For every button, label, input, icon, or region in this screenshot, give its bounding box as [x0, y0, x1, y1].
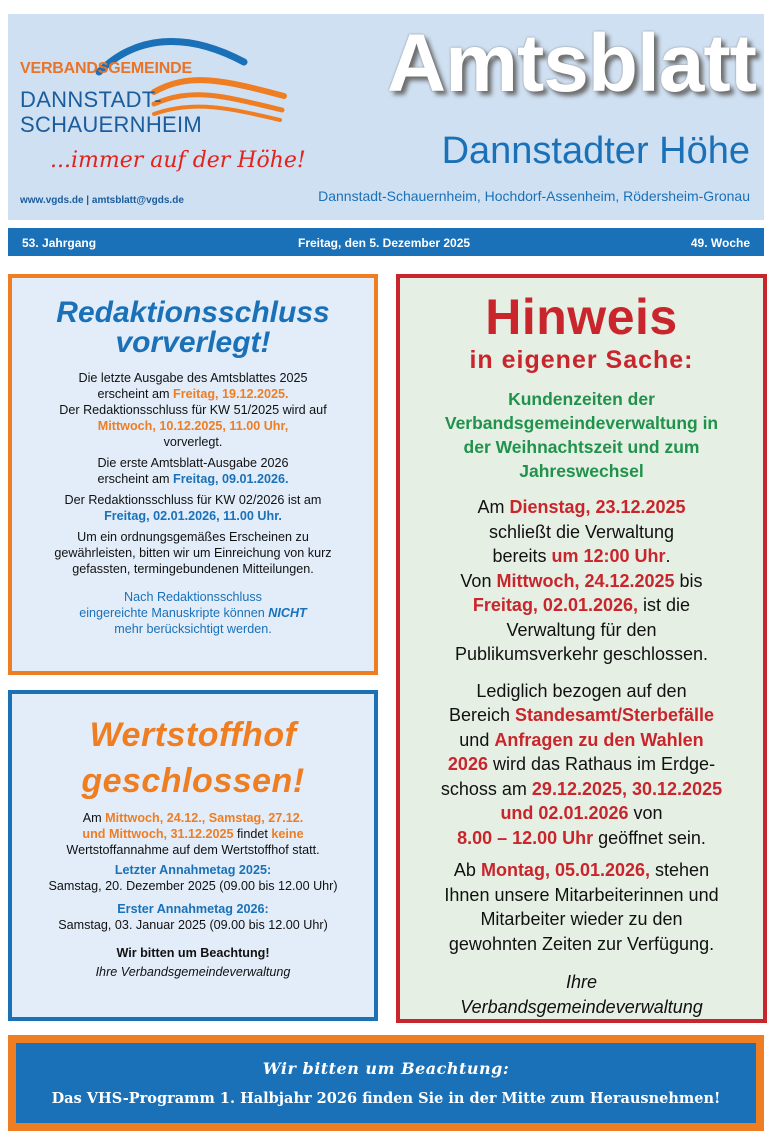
wertstoffhof-title-1: Wertstoffhof — [89, 716, 297, 754]
text-line: findet — [233, 827, 272, 841]
text-line: Publikumsverkehr geschlossen. — [454, 644, 709, 664]
issue-week: 49. Woche — [690, 236, 750, 250]
wertstoffhof-box — [8, 690, 378, 1021]
first-collection-value: Samstag, 03. Januar 2025 (09.00 bis 12.00 Uhr) — [58, 918, 328, 932]
last-collection-day — [12, 862, 374, 894]
text-line: Mitarbeiter wieder zu den — [480, 909, 683, 929]
closure-time: um 12:00 Uhr — [551, 546, 666, 566]
reopening-paragraph — [400, 858, 763, 956]
first-collection-day — [12, 901, 374, 933]
text-line: mehr berücksichtigt werden. — [114, 622, 272, 636]
redaktion-paragraph-4 — [12, 529, 374, 577]
open-dates-1: 29.12.2025, 30.12.2025 — [531, 778, 723, 799]
text-line: erscheint am — [97, 472, 174, 486]
text-line: Verwaltung für den — [506, 619, 657, 640]
emphasis-nicht: NICHT — [268, 606, 307, 620]
text-line: der Weihnachtszeit und zum — [463, 437, 700, 457]
last-collection-label: Letzter Annahmetag 2025: — [114, 863, 272, 877]
closure-date: Dienstag, 23.12.2025 — [509, 497, 686, 517]
office-hours-heading — [400, 387, 763, 483]
text-line: stehen — [650, 860, 710, 880]
closed-dates-1: Mittwoch, 24.12., Samstag, 27.12. — [105, 811, 304, 825]
text-line: Ihre — [565, 972, 598, 992]
hinweis-subtitle: in eigener Sache: — [469, 346, 694, 374]
vhs-banner-heading: Wir bitten um Beachtung: — [262, 1059, 510, 1078]
text-line: gewährleisten, bitten wir um Einreichung von kurz — [54, 546, 332, 560]
logo-slogan: ...immer auf der Höhe! — [50, 148, 306, 173]
election-year: 2026 — [447, 754, 488, 774]
wertstoffhof-closing — [12, 945, 374, 980]
text-line: ist die — [638, 595, 691, 615]
closed-from-date: Mittwoch, 24.12.2025 — [496, 570, 675, 591]
text-line: Ihnen unsere Mitarbeiterinnen und — [444, 884, 719, 905]
contact-links[interactable]: www.vgds.de | amtsblatt@vgds.de — [20, 195, 184, 206]
closed-to-date: Freitag, 02.01.2026, — [472, 595, 639, 615]
text-line: Die letzte Ausgabe des Amtsblattes 2025 — [78, 371, 308, 385]
text-line: gefassten, termingebundenen Mitteilungen. — [72, 562, 314, 576]
open-time: 8.00 – 12.00 Uhr — [457, 827, 594, 848]
text-line: bereits — [492, 546, 552, 566]
text-line: Der Redaktionsschluss für KW 02/2026 ist am — [64, 493, 322, 507]
text-line: Ab — [453, 860, 481, 880]
text-line: Jahreswechsel — [519, 461, 644, 481]
text-line: gewohnten Zeiten zur Verfügung. — [448, 933, 715, 954]
text-line: Wertstoffannahme auf dem Wertstoffhof statt. — [66, 843, 320, 857]
logo-text-dannstadt: DANNSTADT- — [20, 87, 162, 112]
first-collection-label: Erster Annahmetag 2026: — [117, 902, 269, 916]
text-line: schoss am — [440, 778, 532, 799]
exception-paragraph — [400, 679, 763, 851]
text-line: erscheint am — [97, 387, 174, 401]
logo-text-verbandsgemeinde: VERBANDSGEMEINDE — [20, 60, 192, 77]
text-line: eingereichte Manuskripte können — [79, 606, 269, 620]
open-dates-2: und 02.01.2026 — [500, 803, 629, 823]
deadline-kw51: Mittwoch, 10.12.2025, 11.00 Uhr, — [97, 419, 289, 433]
closure-paragraph — [400, 495, 763, 667]
redaktion-title-1: Redaktionsschluss — [56, 296, 330, 329]
text-line: Bereich — [448, 705, 515, 725]
text-line: bis — [674, 570, 703, 591]
text-line: Lediglich bezogen auf den — [476, 680, 687, 701]
first-issue-date: Freitag, 09.01.2026. — [173, 472, 289, 486]
text-line: Kundenzeiten der — [508, 389, 655, 409]
text-line: Verbandsgemeindeverwaltung — [460, 996, 703, 1017]
text-line: Um ein ordnungsgemäßes Erscheinen zu — [77, 530, 309, 544]
election-inquiries: Anfragen zu den Wahlen — [494, 729, 704, 750]
vhs-banner — [8, 1035, 764, 1131]
hinweis-box — [396, 274, 767, 1023]
redaktion-paragraph-3 — [12, 492, 374, 524]
vhs-banner-inner — [16, 1043, 756, 1123]
text-line: Von — [460, 570, 497, 591]
wertstoffhof-title-2: geschlossen! — [81, 762, 305, 800]
redaktionsschluss-box — [8, 274, 378, 675]
text-line: Verbandsgemeindeverwaltung in — [444, 413, 719, 433]
deadline-kw02: Freitag, 02.01.2026, 11.00 Uhr. — [104, 509, 282, 523]
issue-date: Freitag, den 5. Dezember 2025 — [298, 236, 471, 250]
masthead-subtitle: Dannstadter Höhe — [441, 130, 750, 172]
issue-info-bar — [8, 228, 764, 256]
hinweis-title: Hinweis — [485, 289, 678, 345]
hinweis-signature — [400, 970, 763, 1019]
text-line: wird das Rathaus im Erdge- — [487, 754, 716, 774]
masthead-header — [8, 14, 764, 220]
text-line: Am — [477, 497, 510, 517]
text-line: . — [665, 546, 671, 566]
registry-office-area: Standesamt/Sterbefälle — [514, 705, 715, 725]
text-line: schließt die Verwaltung — [488, 521, 675, 542]
masthead-places: Dannstadt-Schauernheim, Hochdorf-Assenheim, Rödersheim-Gronau — [318, 188, 750, 204]
logo-text-schauernheim: SCHAUERNHEIM — [20, 112, 203, 137]
attention-note: Wir bitten um Beachtung! — [116, 946, 270, 960]
wertstoffhof-dates — [12, 810, 374, 858]
reopening-date: Montag, 05.01.2026, — [480, 860, 651, 880]
masthead-title: Amtsblatt — [386, 18, 756, 109]
last-collection-value: Samstag, 20. Dezember 2025 (09.00 bis 12.00 Uhr) — [48, 879, 338, 893]
redaktion-title-2: vorverlegt! — [115, 326, 271, 359]
redaktion-paragraph-1 — [12, 370, 374, 450]
vhs-banner-text: Das VHS-Programm 1. Halbjahr 2026 finden Sie in der Mitte zum Herausnehmen! — [51, 1090, 721, 1107]
text-line: und — [459, 729, 495, 750]
text-line: vorverlegt. — [163, 435, 223, 449]
redaktion-note — [12, 589, 374, 637]
emphasis-keine: keine — [271, 827, 304, 841]
closed-dates-2: und Mittwoch, 31.12.2025 — [82, 827, 234, 841]
signature: Ihre Verbandsgemeindeverwaltung — [95, 965, 291, 979]
text-line: Die erste Amtsblatt-Ausgabe 2026 — [97, 456, 289, 470]
issue-volume: 53. Jahrgang — [22, 236, 97, 250]
text-line: von — [628, 803, 663, 823]
redaktion-paragraph-2 — [12, 455, 374, 487]
text-line: geöffnet sein. — [593, 827, 706, 848]
text-line: Der Redaktionsschluss für KW 51/2025 wird auf — [59, 403, 327, 417]
text-line: Am — [82, 811, 106, 825]
last-issue-date: Freitag, 19.12.2025. — [173, 387, 289, 401]
text-line: Nach Redaktionsschluss — [124, 590, 262, 604]
